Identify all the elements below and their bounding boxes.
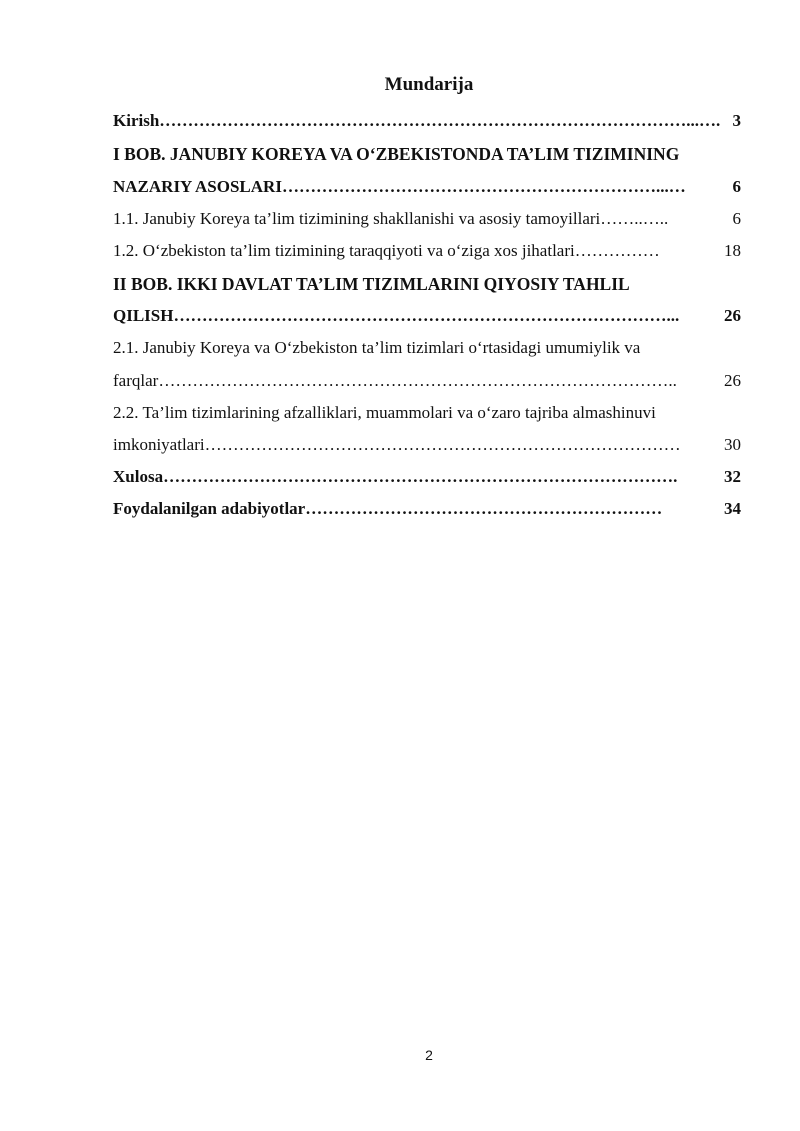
toc-entry-xulosa [113, 466, 741, 488]
toc-entry-text: farqlar [113, 371, 159, 390]
toc-leader-dots: ………………………………………………………………………………. [163, 467, 678, 486]
toc-entry-text: NAZARIY ASOSLARI [113, 177, 282, 196]
toc-entry-2-2-line-2 [113, 434, 741, 456]
toc-entry-text: 1.2. O‘zbekiston ta’lim tizimining taraqqiyoti va o‘ziga xos jihatlari [113, 241, 575, 260]
toc-page-number: 26 [724, 371, 741, 390]
toc-entry-text: Foydalanilgan adabiyotlar [113, 499, 306, 518]
page-number: 2 [425, 1047, 433, 1063]
toc-page-number: 26 [724, 306, 741, 325]
toc-entry-text: imkoniyatlari [113, 435, 205, 454]
toc-entry-chapter-2-line-2 [113, 305, 741, 327]
toc-page-number: 6 [732, 209, 741, 228]
toc-leader-dots: ………………………………………………………………………… [204, 435, 681, 454]
toc-entry-kirish [113, 110, 741, 132]
toc-entry-text: QILISH [113, 306, 174, 325]
toc-entry-2-1-line-2 [113, 370, 741, 392]
toc-page-number: 32 [724, 467, 741, 486]
toc-entry-text: I BOB. JANUBIY KOREYA VA O‘ZBEKISTONDA TA’LIM TIZIMINING [113, 144, 680, 164]
toc-entry-2-1-line-1 [113, 337, 741, 359]
toc-leader-dots: ……………………………………………………………………………….. [158, 371, 677, 390]
toc-page-number: 34 [724, 499, 741, 518]
toc-page-number: 30 [724, 435, 741, 454]
toc-entry-adabiyotlar [113, 498, 741, 520]
toc-leader-dots: ……………………………………………………… [305, 499, 663, 518]
toc-leader-dots: …………… [574, 241, 660, 260]
toc-page-number: 3 [732, 111, 741, 130]
toc-entry-text: Kirish [113, 111, 160, 130]
toc-leader-dots: ……..….. [600, 209, 669, 228]
toc-entry-2-2-line-1 [113, 402, 741, 424]
toc-page-number: 18 [724, 241, 741, 260]
toc-entry-text: 2.1. Janubiy Koreya va O‘zbekiston ta’lim tizimlari o‘rtasidagi umumiylik va [113, 338, 641, 357]
toc-entry-text: II BOB. IKKI DAVLAT TA’LIM TIZIMLARINI QIYOSIY TAHLIL [113, 274, 630, 294]
toc-entry-1-2 [113, 240, 741, 262]
toc-leader-dots: …………………………………………………………...… [281, 177, 686, 196]
toc-entry-text: 2.2. Ta’lim tizimlarining afzalliklari, muammolari va o‘zaro tajriba almashinuvi [113, 403, 656, 422]
toc-leader-dots: ……………………………………………………………………………... [173, 306, 680, 325]
toc-entry-chapter-1-line-2 [113, 176, 741, 198]
page-title: Mundarija [384, 74, 474, 95]
toc-entry-text: Xulosa [113, 467, 164, 486]
toc-entry-chapter-1-line-1 [113, 143, 741, 165]
toc-entry-text: 1.1. Janubiy Koreya ta’lim tizimining shakllanishi va asosiy tamoyillari [113, 209, 601, 228]
toc-page-number: 6 [732, 177, 741, 196]
toc-leader-dots: …………………………………………………………………………………...…. [159, 111, 721, 130]
toc-entry-1-1 [113, 208, 741, 230]
toc-entry-chapter-2-line-1 [113, 273, 741, 295]
